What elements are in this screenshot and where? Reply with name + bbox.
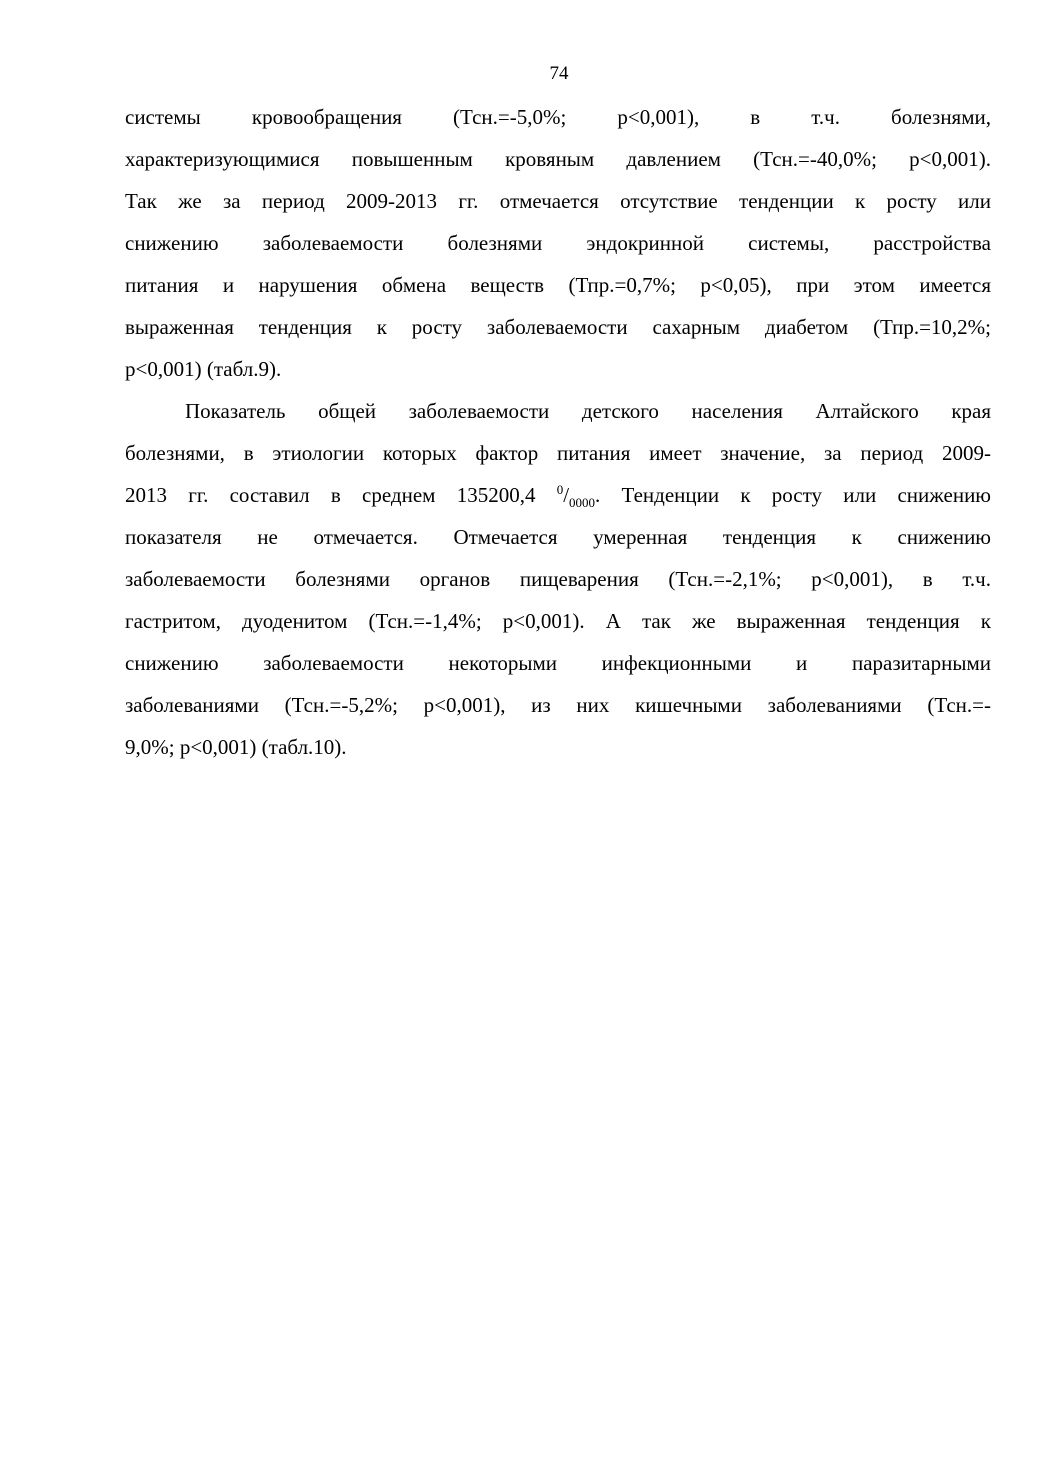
text-fragment: . Тенденции к росту или снижению — [595, 483, 991, 507]
text-line: характеризующимися повышенным кровяным давлением (Тсн.=-40,0%; р<0,001). — [125, 147, 991, 171]
text-fragment: 2013 гг. составил в среднем 135200,4 — [125, 483, 557, 507]
text-line: выраженная тенденция к росту заболеваемости сахарным диабетом (Тпр.=10,2%; — [125, 315, 991, 339]
text-line: заболеваемости болезнями органов пищеварения (Тсн.=-2,1%; р<0,001), в т.ч. — [125, 567, 991, 591]
text-line: Показатель общей заболеваемости детского населения Алтайского края — [185, 399, 991, 423]
text-line: р<0,001) (табл.9). — [125, 357, 282, 381]
text-line: болезнями, в этиологии которых фактор питания имеет значение, за период 2009- — [125, 441, 991, 465]
text-line-with-units — [125, 474, 991, 516]
text-line: показателя не отмечается. Отмечается умеренная тенденция к снижению — [125, 525, 991, 549]
text-line: снижению заболеваемости болезнями эндокринной системы, расстройства — [125, 231, 991, 255]
unit-superscript: 0 — [556, 482, 564, 497]
text-line: системы кровообращения (Тсн.=-5,0%; р<0,001), в т.ч. болезнями, — [125, 105, 991, 129]
unit-subscript: 0000 — [569, 495, 596, 511]
unit-slash: / — [563, 483, 570, 507]
paragraph-1 — [125, 96, 991, 390]
text-line: Так же за период 2009-2013 гг. отмечается отсутствие тенденции к росту или — [125, 189, 991, 213]
text-line: снижению заболеваемости некоторыми инфекционными и паразитарными — [125, 651, 991, 675]
text-line: гастритом, дуоденитом (Тсн.=-1,4%; р<0,001). А так же выраженная тенденция к — [125, 609, 991, 633]
paragraph-2 — [125, 390, 991, 768]
text-line: заболеваниями (Тсн.=-5,2%; р<0,001), из них кишечными заболеваниями (Тсн.=- — [125, 693, 991, 717]
body-text — [125, 96, 991, 768]
text-line: 9,0%; р<0,001) (табл.10). — [125, 735, 347, 759]
page-number: 74 — [549, 63, 569, 84]
text-line: питания и нарушения обмена веществ (Тпр.=0,7%; р<0,05), при этом имеется — [125, 273, 991, 297]
